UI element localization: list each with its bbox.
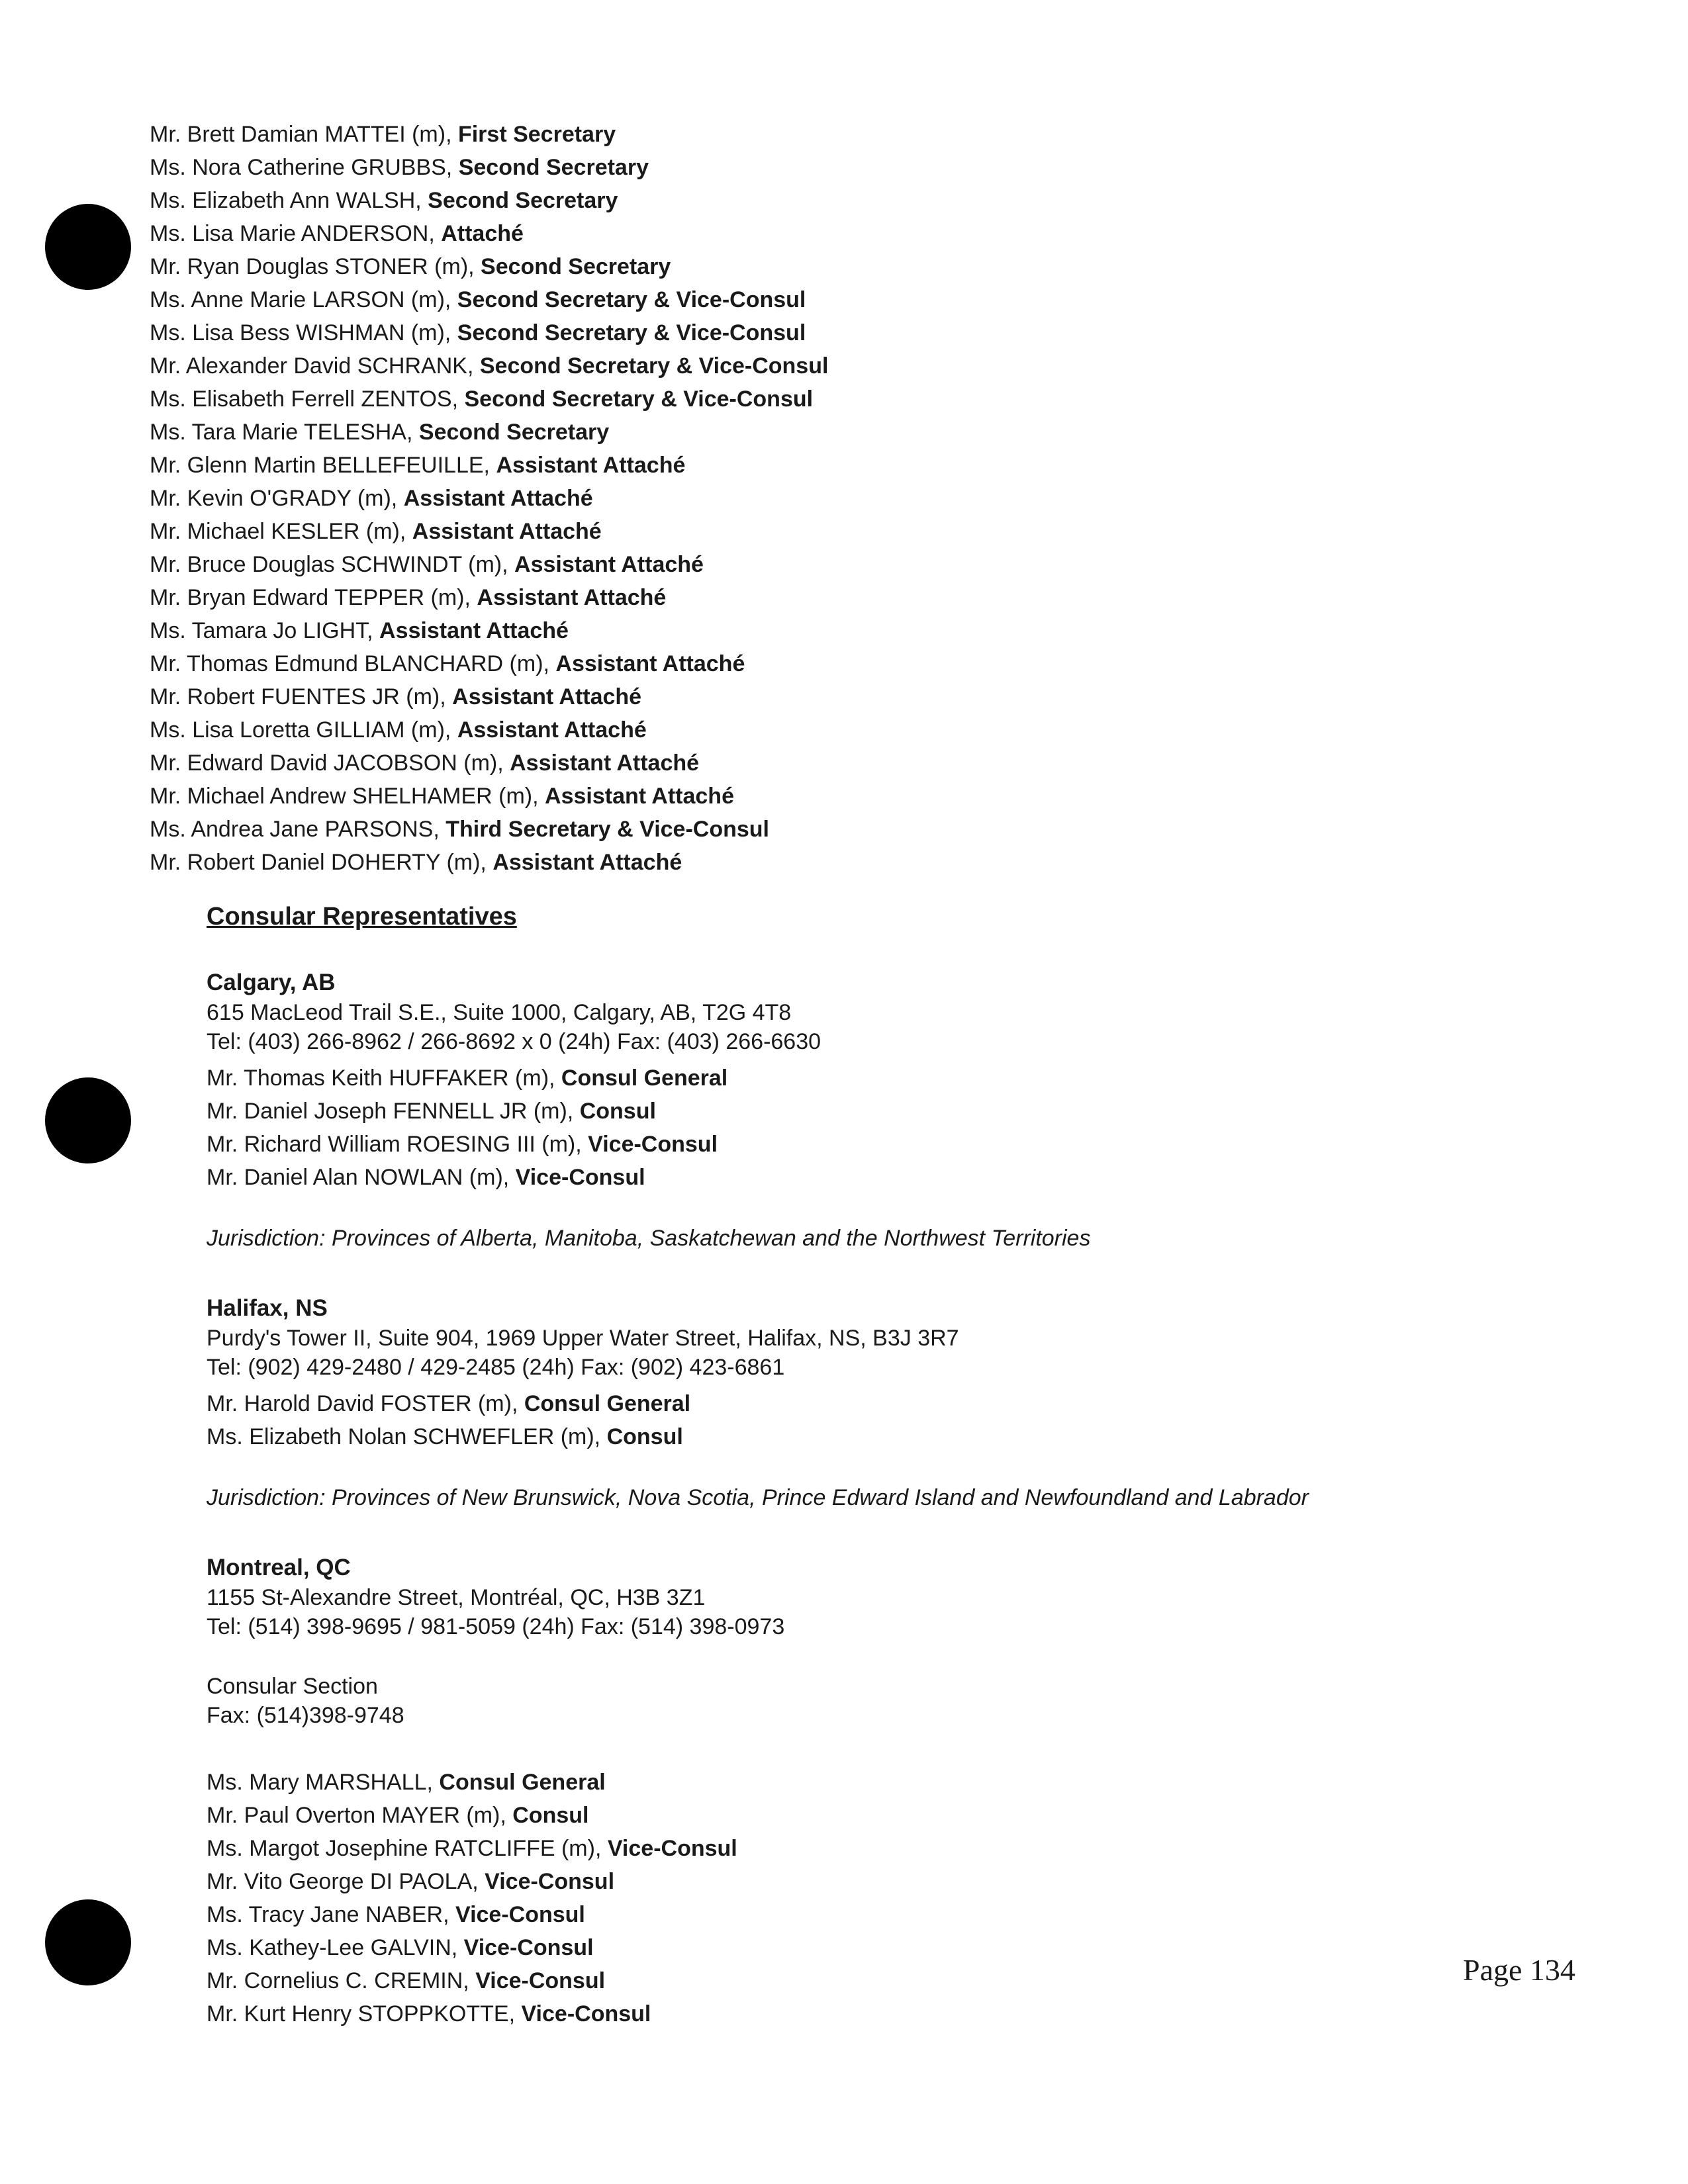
staff-name: Mr. Michael Andrew SHELHAMER (m), (150, 784, 539, 809)
staff-title: Consul (579, 1099, 656, 1124)
staff-title: Vice-Consul (588, 1132, 718, 1157)
staff-title: Assistant Attaché (457, 717, 647, 743)
staff-title: Assistant Attaché (514, 552, 704, 577)
staff-entry (207, 1832, 1530, 1865)
staff-entry (150, 283, 1275, 316)
section-heading: Consular Representatives (207, 903, 517, 931)
staff-name: Ms. Mary MARSHALL, (207, 1770, 433, 1795)
staff-title: Assistant Attaché (412, 519, 602, 544)
staff-entry (150, 482, 1275, 515)
staff-title: Vice-Consul (515, 1165, 645, 1190)
staff-title: Second Secretary & Vice-Consul (457, 287, 806, 312)
staff-title: Consul General (524, 1391, 691, 1416)
post-address: Purdy's Tower II, Suite 904, 1969 Upper Water Street, Halifax, NS, B3J 3R7 (207, 1326, 959, 1351)
staff-entry (207, 1387, 1530, 1420)
staff-name: Mr. Bruce Douglas SCHWINDT (m), (150, 552, 508, 577)
staff-entry (150, 713, 1275, 747)
staff-entry (150, 184, 1275, 217)
post-city: Halifax, NS (207, 1295, 328, 1321)
staff-title: Second Secretary & Vice-Consul (479, 353, 829, 379)
staff-entry (150, 515, 1275, 548)
consular-section-name: Consular Section (207, 1674, 378, 1699)
staff-title: Second Secretary (428, 188, 618, 213)
staff-entry (207, 1161, 1530, 1194)
staff-entry (150, 614, 1275, 647)
staff-entry (207, 1964, 1530, 1997)
staff-name: Mr. Bryan Edward TEPPER (m), (150, 585, 471, 610)
post-city: Montreal, QC (207, 1555, 351, 1580)
staff-name: Mr. Edward David JACOBSON (m), (150, 751, 504, 776)
staff-name: Mr. Vito George DI PAOLA, (207, 1869, 479, 1894)
staff-entry (150, 118, 1275, 151)
staff-entry (207, 1799, 1530, 1832)
punch-hole-top (45, 204, 131, 290)
staff-title: Third Secretary & Vice-Consul (445, 817, 769, 842)
staff-title: Consul General (561, 1066, 728, 1091)
post-staff-list (207, 1387, 1530, 1453)
post-calgary (207, 968, 1530, 1253)
staff-name: Mr. Cornelius C. CREMIN, (207, 1968, 469, 1993)
staff-name: Mr. Paul Overton MAYER (m), (207, 1803, 506, 1828)
staff-name: Mr. Harold David FOSTER (m), (207, 1391, 518, 1416)
staff-entry (150, 349, 1275, 383)
staff-name: Ms. Elisabeth Ferrell ZENTOS, (150, 387, 459, 412)
staff-name: Mr. Brett Damian MATTEI (m), (150, 122, 452, 147)
staff-title: Assistant Attaché (477, 585, 667, 610)
staff-name: Mr. Thomas Keith HUFFAKER (m), (207, 1066, 555, 1091)
staff-entry (207, 1898, 1530, 1931)
staff-title: Assistant Attaché (545, 784, 734, 809)
staff-title: Consul (606, 1424, 683, 1449)
embassy-staff-list (150, 118, 1275, 879)
staff-name: Mr. Daniel Alan NOWLAN (m), (207, 1165, 510, 1190)
staff-name: Ms. Nora Catherine GRUBBS, (150, 155, 453, 180)
staff-name: Ms. Margot Josephine RATCLIFFE (m), (207, 1836, 602, 1861)
staff-title: Attaché (441, 221, 524, 246)
staff-title: Second Secretary (481, 254, 671, 279)
staff-entry (150, 316, 1275, 349)
staff-title: Assistant Attaché (379, 618, 569, 643)
staff-entry (207, 1095, 1530, 1128)
staff-entry (150, 647, 1275, 680)
staff-name: Ms. Andrea Jane PARSONS, (150, 817, 440, 842)
staff-name: Ms. Lisa Marie ANDERSON, (150, 221, 435, 246)
staff-entry (207, 1128, 1530, 1161)
staff-name: Mr. Kurt Henry STOPPKOTTE, (207, 2001, 516, 2026)
staff-title: Assistant Attaché (510, 751, 700, 776)
staff-title: Second Secretary & Vice-Consul (457, 320, 806, 345)
staff-name: Mr. Kevin O'GRADY (m), (150, 486, 398, 511)
staff-title: Vice-Consul (463, 1935, 594, 1960)
post-phone: Tel: (902) 429-2480 / 429-2485 (24h) Fax: (902) 423-6861 (207, 1355, 785, 1380)
staff-title: Vice-Consul (485, 1869, 615, 1894)
staff-entry (207, 1062, 1530, 1095)
post-halifax (207, 1293, 1530, 1513)
staff-entry (207, 1931, 1530, 1964)
post-phone: Tel: (514) 398-9695 / 981-5059 (24h) Fax: (514) 398-0973 (207, 1614, 785, 1639)
staff-entry (150, 846, 1275, 879)
staff-name: Ms. Lisa Bess WISHMAN (m), (150, 320, 451, 345)
staff-name: Mr. Robert FUENTES JR (m), (150, 684, 446, 709)
staff-entry (207, 1420, 1530, 1453)
page-number: Page 134 (1463, 1953, 1575, 1987)
punch-hole-middle (45, 1077, 131, 1163)
staff-name: Ms. Tracy Jane NABER, (207, 1902, 449, 1927)
consular-representatives (207, 900, 1530, 2070)
staff-title: First Secretary (457, 122, 616, 147)
post-staff-list (207, 1766, 1530, 2030)
post-city: Calgary, AB (207, 970, 336, 995)
consular-section-fax: Fax: (514)398-9748 (207, 1703, 404, 1728)
staff-entry (207, 1766, 1530, 1799)
staff-name: Ms. Kathey-Lee GALVIN, (207, 1935, 458, 1960)
consular-section (207, 1672, 1530, 1730)
post-address: 615 MacLeod Trail S.E., Suite 1000, Calgary, AB, T2G 4T8 (207, 1000, 792, 1025)
staff-entry (150, 217, 1275, 250)
staff-name: Mr. Michael KESLER (m), (150, 519, 406, 544)
staff-entry (150, 680, 1275, 713)
staff-name: Mr. Glenn Martin BELLEFEUILLE, (150, 453, 490, 478)
staff-entry (150, 383, 1275, 416)
staff-entry (150, 747, 1275, 780)
staff-title: Vice-Consul (455, 1902, 585, 1927)
staff-entry (207, 1865, 1530, 1898)
staff-name: Mr. Thomas Edmund BLANCHARD (m), (150, 651, 549, 676)
staff-name: Ms. Tamara Jo LIGHT, (150, 618, 373, 643)
staff-name: Mr. Ryan Douglas STONER (m), (150, 254, 475, 279)
staff-name: Ms. Tara Marie TELESHA, (150, 420, 413, 445)
post-jurisdiction: Jurisdiction: Provinces of New Brunswick, Nova Scotia, Prince Edward Island and Newfoundland and Labrador (207, 1485, 1309, 1510)
staff-name: Ms. Elizabeth Nolan SCHWEFLER (m), (207, 1424, 601, 1449)
staff-entry (150, 548, 1275, 581)
staff-entry (150, 250, 1275, 283)
staff-entry (150, 416, 1275, 449)
staff-title: Consul (512, 1803, 589, 1828)
staff-title: Vice-Consul (475, 1968, 606, 1993)
staff-title: Assistant Attaché (403, 486, 593, 511)
staff-entry (150, 581, 1275, 614)
post-jurisdiction: Jurisdiction: Provinces of Alberta, Manitoba, Saskatchewan and the Northwest Territories (207, 1226, 1091, 1251)
post-montreal (207, 1553, 1530, 2030)
staff-entry (150, 449, 1275, 482)
staff-title: Vice-Consul (607, 1836, 737, 1861)
staff-title: Second Secretary & Vice-Consul (464, 387, 814, 412)
staff-name: Ms. Anne Marie LARSON (m), (150, 287, 451, 312)
staff-name: Mr. Richard William ROESING III (m), (207, 1132, 582, 1157)
post-address: 1155 St-Alexandre Street, Montréal, QC, H3B 3Z1 (207, 1585, 706, 1610)
staff-title: Vice-Consul (521, 2001, 651, 2026)
staff-name: Mr. Alexander David SCHRANK, (150, 353, 474, 379)
staff-entry (207, 1997, 1530, 2030)
staff-title: Assistant Attaché (492, 850, 682, 875)
staff-title: Assistant Attaché (496, 453, 686, 478)
staff-title: Consul General (439, 1770, 606, 1795)
staff-entry (150, 813, 1275, 846)
staff-title: Second Secretary (418, 420, 610, 445)
staff-name: Ms. Lisa Loretta GILLIAM (m), (150, 717, 451, 743)
staff-title: Second Secretary (458, 155, 649, 180)
post-staff-list (207, 1062, 1530, 1194)
post-phone: Tel: (403) 266-8962 / 266-8692 x 0 (24h) Fax: (403) 266-6630 (207, 1029, 821, 1054)
staff-title: Assistant Attaché (555, 651, 745, 676)
punch-hole-bottom (45, 1899, 131, 1985)
staff-name: Mr. Daniel Joseph FENNELL JR (m), (207, 1099, 574, 1124)
staff-entry (150, 151, 1275, 184)
staff-name: Ms. Elizabeth Ann WALSH, (150, 188, 422, 213)
staff-entry (150, 780, 1275, 813)
staff-name: Mr. Robert Daniel DOHERTY (m), (150, 850, 487, 875)
staff-title: Assistant Attaché (452, 684, 642, 709)
